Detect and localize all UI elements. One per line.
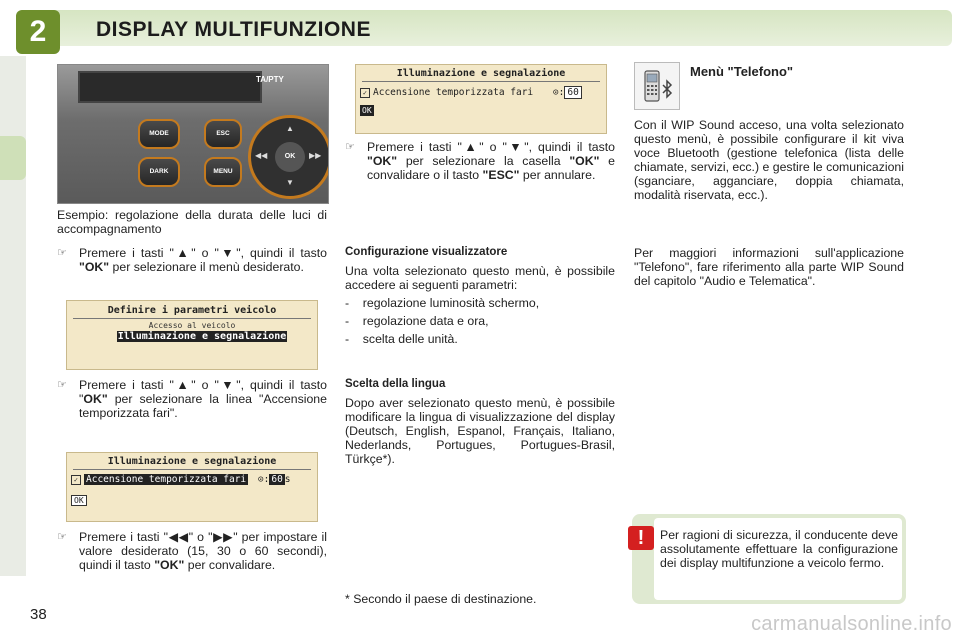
telephone-text: Con il WIP Sound acceso, una volta selezionato questo menù, è possibile configurare il kit viva voce Bluetooth (gestione telefonica (lista delle chiamate, servizi, ecc.) e gestire le comunicazioni (sganciare, agganciare, doppia chiamata, modalità riservata, ecc.). [634,118,904,202]
arrow-up-icon: ▲ [286,124,294,133]
checkbox-icon: ✓ [71,475,81,485]
side-rail-tab [0,136,26,180]
language-heading: Scelta della lingua [345,378,446,390]
safety-warning-text: Per ragioni di sicurezza, il conducente deve assolutamente effettuare la configurazione dei display multifunzione a veicolo fermo. [660,528,898,570]
example-caption: Esempio: regolazione della durata delle luci di accompagnamento [57,208,327,236]
pointer-icon: ☞ [57,247,67,259]
page-title: DISPLAY MULTIFUNZIONE [96,18,371,41]
footnote: * Secondo il paese di destinazione. [345,592,537,606]
lcd-ok-box-selected: OK [362,106,372,115]
step-set-value: ☞ Premere i tasti "◀◀" o "▶▶" per impostare il valore desiderato (15, 30 o 60 secondi), quindi il tasto "OK" per convalidare. [57,530,327,572]
chapter-number: 2 [16,10,60,54]
pointer-icon: ☞ [57,531,67,543]
control-panel-photo [57,64,329,204]
page-number: 38 [30,606,47,623]
lcd-item: Accesso al veicolo [148,321,236,330]
lcd-lighting-confirm [355,64,607,134]
language-text: Dopo aver selezionato questo menù, è possibile modificare la lingua di visualizzazione del display (Deutsch, English, Espanol, Français, Italiano, Nederlands, Portugues, Portugues-Brasil, Türkçe*). [345,396,615,466]
config-item-3: - scelta delle unità. [345,332,458,346]
config-item-2: - regolazione data e ora, [345,314,489,328]
lcd-vehicle-parameters [66,300,318,370]
ok-button: OK [275,142,305,172]
watermark: carmanualsonline.info [751,613,952,635]
config-heading: Configurazione visualizzatore [345,246,508,258]
lcd-title: Illuminazione e segnalazione [107,456,277,467]
checkbox-icon: ✓ [360,88,370,98]
side-rail [0,56,26,576]
lcd-title: Definire i parametri veicolo [107,305,277,316]
esc-button: ESC [204,119,242,149]
pointer-icon: ☞ [345,141,355,153]
rewind-icon: ◀◀ [255,151,268,160]
step-confirm: ☞ Premere i tasti "▲" o "▼", quindi il tasto "OK" per selezionare la casella "OK" e convalidare o il tasto "ESC" per annulare. [345,140,615,182]
config-text: Una volta selezionato questo menù, è possibile accedere ai seguenti parametri: [345,264,615,292]
warning-icon: ! [628,526,654,550]
telephone-heading: Menù "Telefono" [690,64,794,79]
arrow-down-icon: ▼ [286,178,294,187]
lcd-selected-item: Illuminazione e segnalazione [117,331,287,342]
step-select-menu: ☞ Premere i tasti "▲" o "▼", quindi il tasto "OK" per selezionare il menù desiderato. [57,246,327,274]
phone-bluetooth-icon [634,62,680,110]
forward-icon: ▶▶ [309,151,322,160]
config-item-1: - regolazione luminosità schermo, [345,296,540,310]
lcd-lighting-select [66,452,318,522]
clock-icon: ⊙: [552,87,565,98]
lcd-row: ✓ Accensione temporizzata fari ⊙: 60 [360,86,582,99]
pointer-icon: ☞ [57,379,67,391]
lcd-title: Illuminazione e segnalazione [396,68,566,79]
navigation-dial [248,115,329,199]
ta-pty-label: TA/PTY [256,75,284,84]
menu-button: MENU [204,157,242,187]
dark-button: DARK [138,157,180,187]
lcd-row: ✓ Accensione temporizzata fari ⊙: 60 s [71,474,291,485]
telephone-more-info: Per maggiori informazioni sull'applicazione "Telefono", fare riferimento alla parte WIP Sound del capitolo "Audio e Telematica". [634,246,904,288]
radio-display [78,71,262,103]
mode-button: MODE [138,119,180,149]
step-select-line: ☞ Premere i tasti "▲" o "▼", quindi il tasto "OK" per selezionare la linea "Accensione temporizzata fari". [57,378,327,420]
clock-icon: ⊙: [257,474,270,485]
lcd-ok-box: OK [71,495,87,506]
